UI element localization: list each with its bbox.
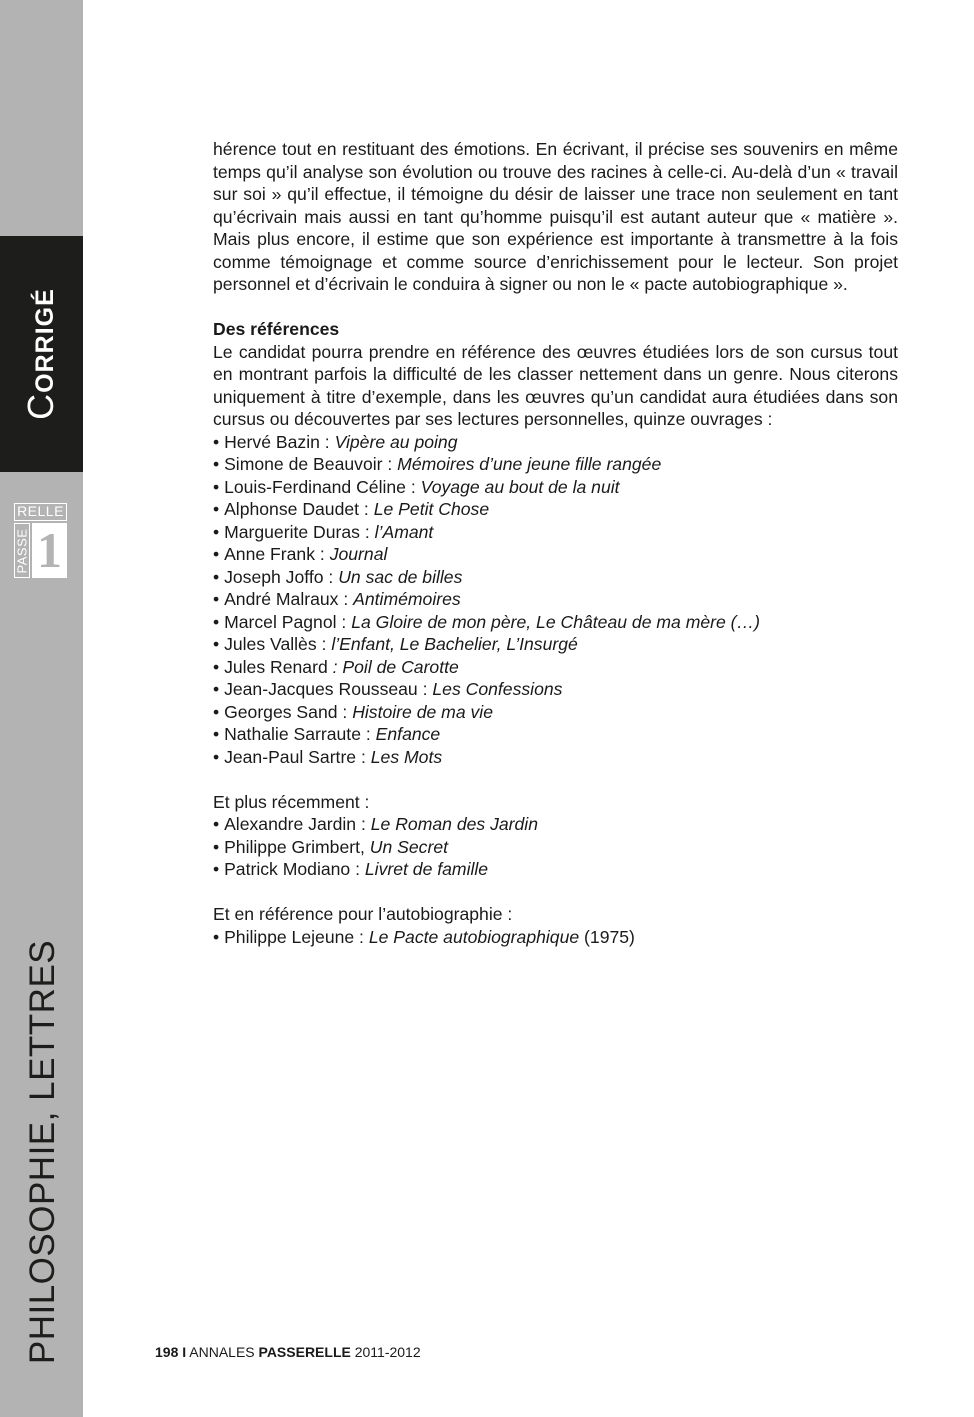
list-item: • Georges Sand : Histoire de ma vie [213,701,898,724]
intro-paragraph: hérence tout en restituant des émotions. En écrivant, il précise ses souvenirs en même temps qu’il analyse son évolution ou trouve des racines à celle-ci. Au-delà d’un « travail sur soi » qu’il effectue, il témoigne du désir de laisser une trace non seulement en tant qu’écrivain mais aussi en tant qu’homme puisqu’il est autant auteur que « matière ». Mais plus encore, il estime que son expérience est importante à transmettre à la fois comme témoignage et comme source d’enrichissement pour le lecteur. Son projet personnel et d’écrivain le conduira à signer ou non le « pacte autobiographique ». [213,139,898,294]
logo-number: 1 [32,523,67,578]
footer-annales: ANNALES [189,1344,255,1360]
list-item: • Jean-Paul Sartre : Les Mots [213,746,898,769]
list-item: • Jules Vallès : l’Enfant, Le Bachelier, L’Insurgé [213,633,898,656]
logo-passe-text: PASSE [14,528,30,573]
spacer [213,881,898,904]
autobiography-list [213,926,898,949]
list-item: • Anne Frank : Journal [213,543,898,566]
list-item: • Philippe Grimbert, Un Secret [213,836,898,859]
footer-separator: I [182,1344,187,1360]
section-heading: Des références [213,319,340,339]
list-item: • Nathalie Sarraute : Enfance [213,723,898,746]
page-footer [155,1344,421,1360]
autobiography-intro: Et en référence pour l’autobiographie : [213,904,513,924]
footer-years: 2011-2012 [354,1344,421,1360]
passerelle-logo [14,503,67,578]
logo-relle-text: RELLE [14,503,67,521]
footer-brand: PASSERELLE [258,1344,351,1360]
list-item: • Simone de Beauvoir : Mémoires d’une jeune fille rangée [213,453,898,476]
list-item: • Hervé Bazin : Vipère au poing [213,431,898,454]
list-item: • André Malraux : Antimémoires [213,588,898,611]
page-number: 198 [155,1344,179,1360]
spacer [213,768,898,791]
list-item: • Jules Renard : Poil de Carotte [213,656,898,679]
recent-list [213,813,898,881]
list-item: • Alexandre Jardin : Le Roman des Jardin [213,813,898,836]
list-item: • Marguerite Duras : l’Amant [213,521,898,544]
recent-intro: Et plus récemment : [213,791,370,812]
list-item: • Alphonse Daudet : Le Petit Chose [213,498,898,521]
main-content [213,138,898,948]
list-item: • Jean-Jacques Rousseau : Les Confessions [213,678,898,701]
logo-passe-box [14,523,30,578]
references-paragraph: Le candidat pourra prendre en référence des œuvres étudiées lors de son cursus tout en montrant parfois la difficulté de les classer nettement dans un genre. Nous citerons uniquement à titre d’exemple, dans les œuvres qu’un candidat aura étudiées dans son cursus ou découvertes par ses lectures personnelles, quinze ouvrages : [213,341,898,429]
list-item: • Marcel Pagnol : La Gloire de mon père, Le Château de ma mère (…) [213,611,898,634]
section-label: CORRIGÉ [20,288,61,420]
subject-label: PHILOSOPHIE, LETTRES [23,939,62,1365]
list-item: • Philippe Lejeune : Le Pacte autobiographique (1975) [213,926,898,949]
spacer [213,296,898,319]
sidebar [0,0,83,1417]
list-item: • Patrick Modiano : Livret de famille [213,858,898,881]
references-list [213,431,898,769]
list-item: • Louis-Ferdinand Céline : Voyage au bout de la nuit [213,476,898,499]
list-item: • Joseph Joffo : Un sac de billes [213,566,898,589]
